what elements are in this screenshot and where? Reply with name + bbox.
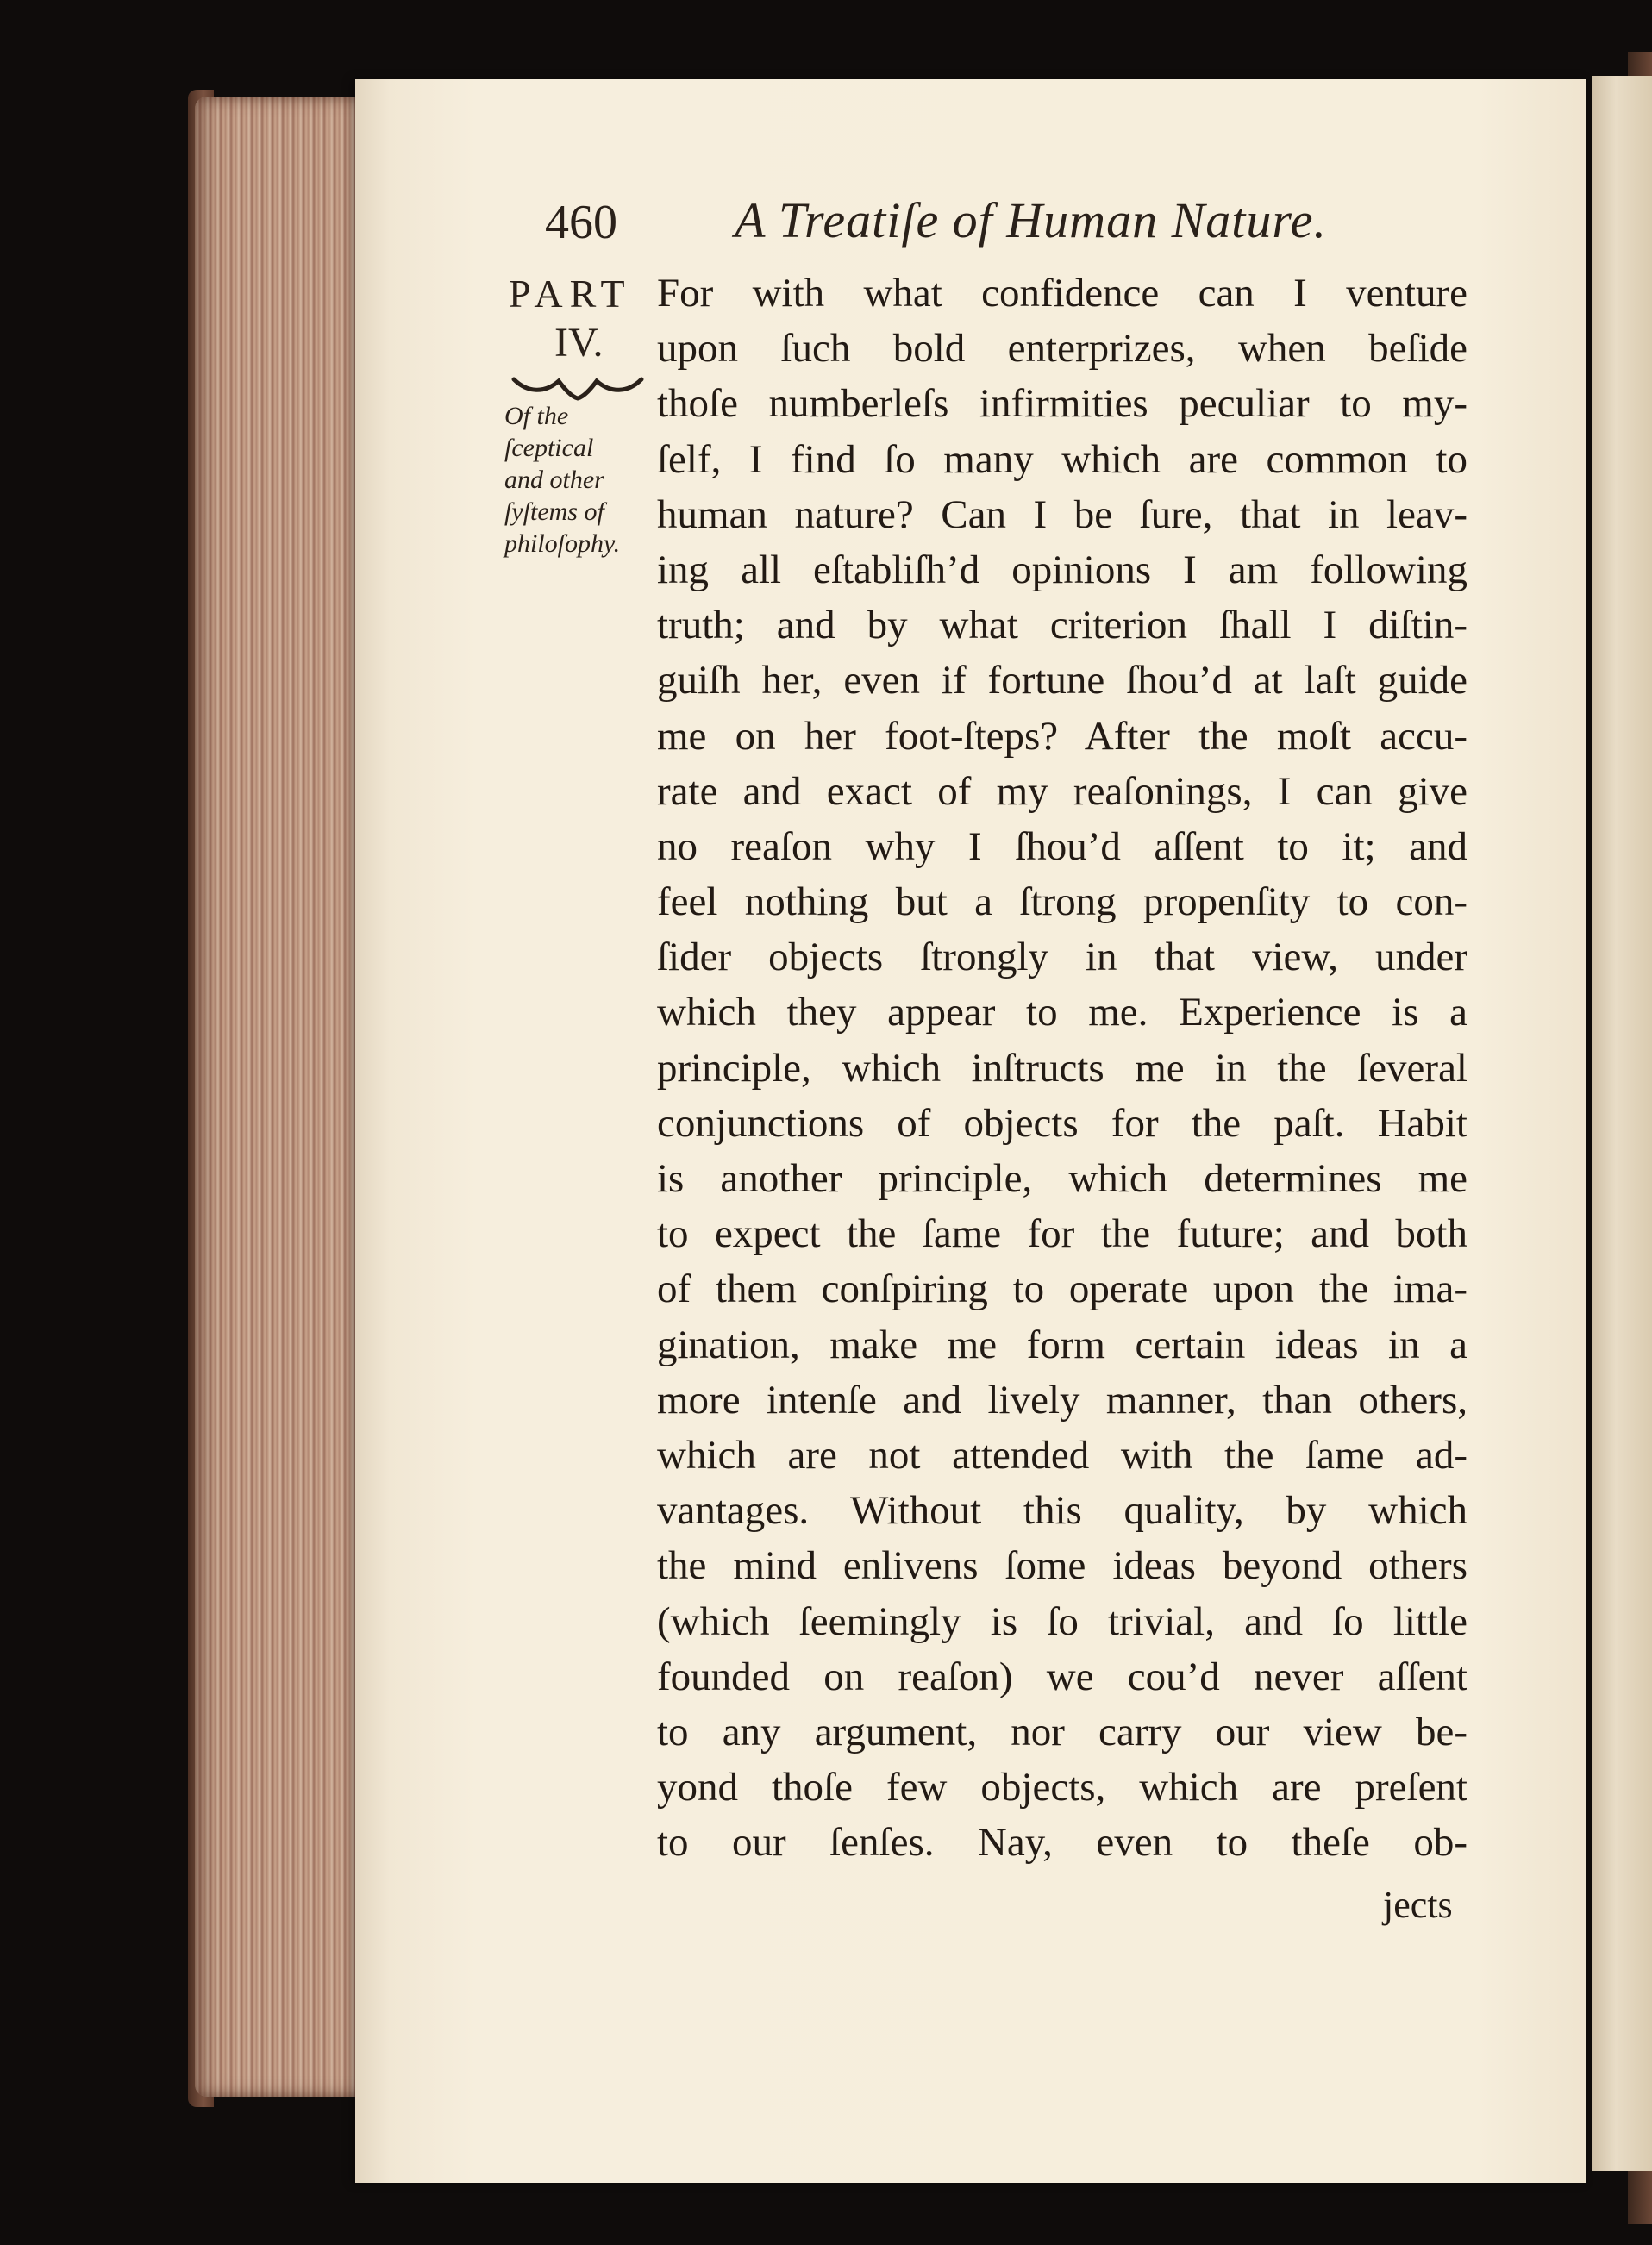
text-line: founded on reaſon) we cou’d never aſſent [657, 1654, 1467, 1699]
facing-page-edge [1592, 76, 1652, 2171]
part-number: IV. [554, 320, 604, 366]
marginal-note-line: ſyſtems of [504, 497, 604, 526]
text-line: rate and exact of my reaſonings, I can give [657, 768, 1467, 814]
text-line: ſelf, I find ſo many which are common to [657, 436, 1467, 482]
text-line: upon ſuch bold enterprizes, when beſide [657, 326, 1467, 372]
marginal-note-line: philoſophy. [504, 529, 621, 558]
text-line: yond thoſe few objects, which are preſent [657, 1765, 1467, 1810]
text-line: to our ſenſes. Nay, even to theſe ob- [657, 1820, 1467, 1866]
page-edges [195, 97, 376, 2097]
text-line: of them conſpiring to operate upon the ima- [657, 1266, 1467, 1312]
text-line: feel nothing but a ſtrong propenſity to con- [657, 879, 1467, 925]
part-label: PART [509, 272, 632, 316]
text-line: which are not attended with the ſame ad- [657, 1432, 1467, 1478]
text-line: no reaſon why I ſhou’d aſſent to it; and [657, 823, 1467, 869]
text-line: to expect the ſame for the future; and both [657, 1211, 1467, 1257]
ornament-flourish [510, 367, 645, 402]
text-line: vantages. Without this quality, by which [657, 1488, 1467, 1534]
text-line: thoſe numberleſs infirmities peculiar to my- [657, 381, 1467, 427]
marginal-note [504, 400, 642, 560]
text-line: human nature? Can I be ſure, that in leav- [657, 491, 1467, 537]
text-line: gination, make me form certain ideas in a [657, 1322, 1467, 1367]
text-line: guiſh her, even if fortune ſhou’d at laſt guide [657, 658, 1467, 704]
text-line: For with what confidence can I venture [657, 271, 1467, 316]
text-line: (which ſeemingly is ſo trivial, and ſo little [657, 1598, 1467, 1644]
marginal-note-line: Of the [504, 402, 569, 430]
text-line: ing all eſtabliſh’d opinions I am following [657, 547, 1467, 592]
text-line: conjunctions of objects for the paſt. Habit [657, 1100, 1467, 1146]
text-line: to any argument, nor carry our view be- [657, 1709, 1467, 1754]
text-line: ſider objects ſtrongly in that view, under [657, 935, 1467, 980]
text-line: the mind enlivens ſome ideas beyond others [657, 1543, 1467, 1589]
body-text [657, 266, 1467, 1870]
marginal-note-line: ſceptical [504, 434, 594, 462]
text-line: which they appear to me. Experience is a [657, 990, 1467, 1035]
marginal-note-line: and other [504, 466, 604, 494]
text-line: me on her foot-ſteps? After the moſt accu- [657, 713, 1467, 759]
text-line: truth; and by what criterion ſhall I diſtin- [657, 603, 1467, 648]
text-line: more intenſe and lively manner, than others, [657, 1377, 1467, 1423]
text-line: principle, which inſtructs me in the ſeveral [657, 1045, 1467, 1091]
catchword: jects [1383, 1884, 1453, 1926]
text-line: is another principle, which determines me [657, 1156, 1467, 1201]
running-title: A Treatiſe of Human Nature. [735, 192, 1328, 248]
page-number: 460 [545, 196, 617, 249]
